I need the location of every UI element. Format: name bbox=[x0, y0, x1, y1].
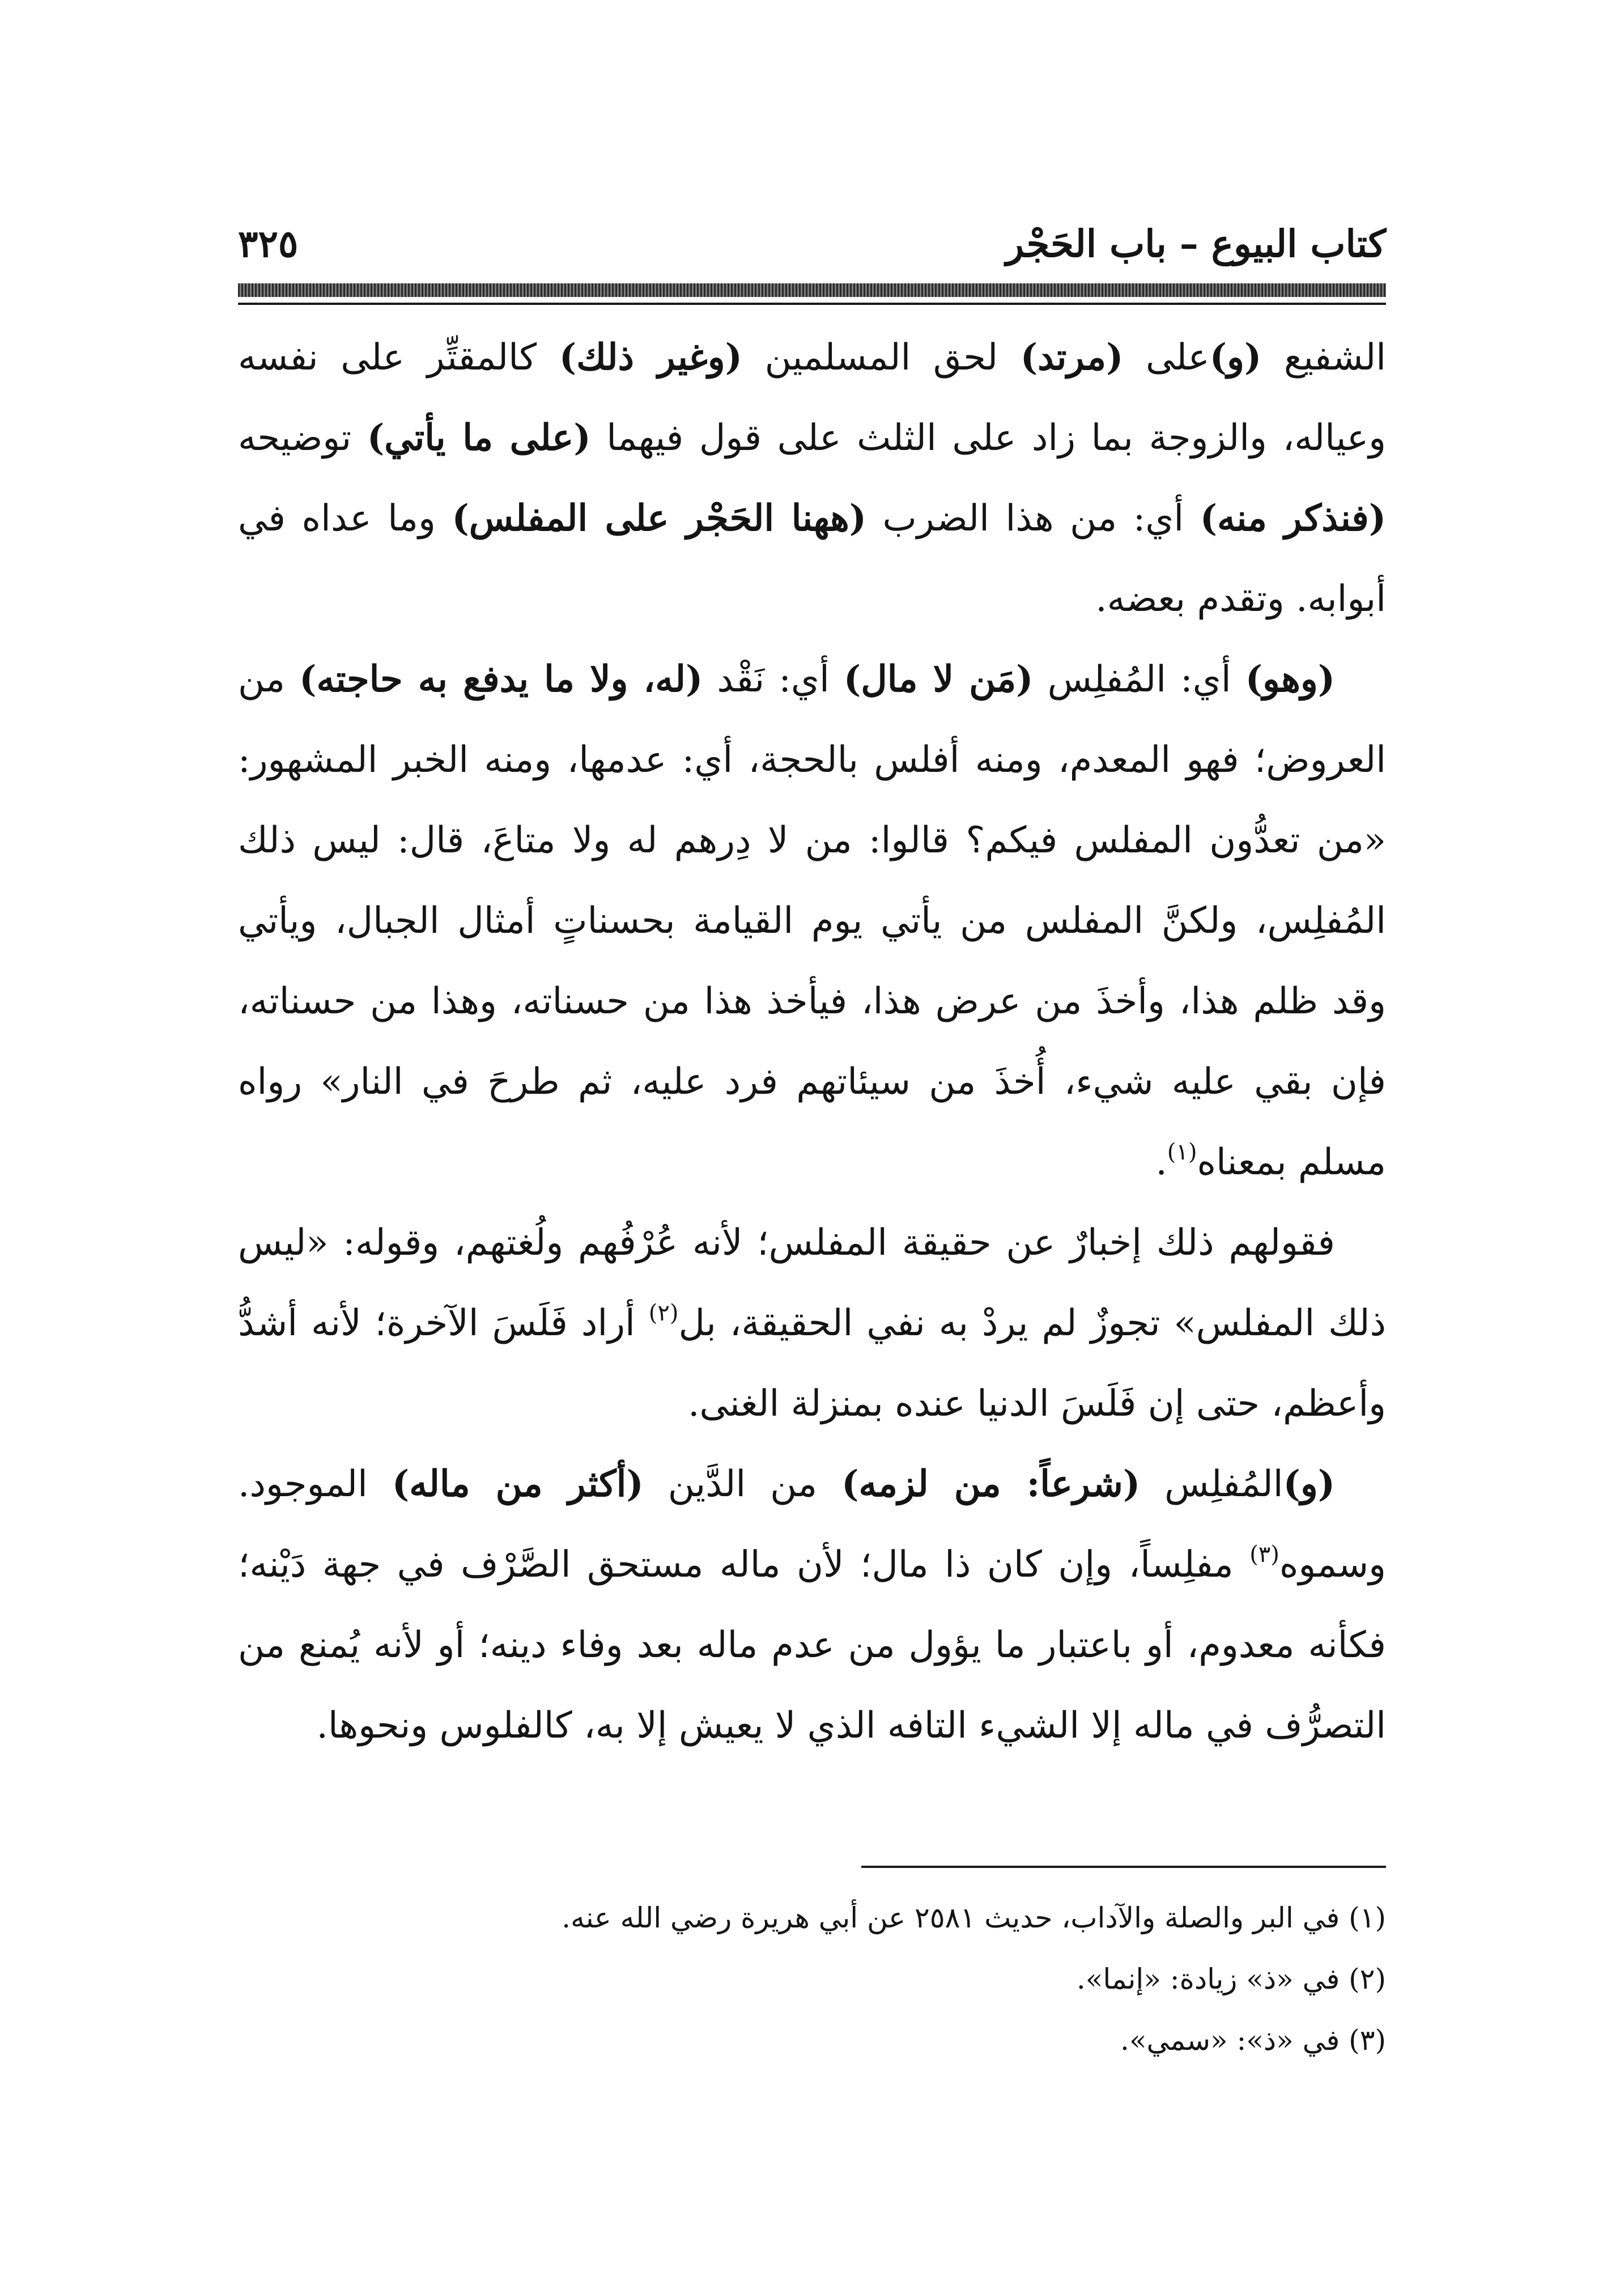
page-header bbox=[238, 215, 1386, 278]
text-run: كالمقتِّر على نفسه وعياله، والزوجة بما زاد على الثلث على قول فيهما bbox=[238, 337, 1387, 459]
matn-run: (أكثر من ماله) bbox=[392, 1463, 644, 1505]
text-run: من العروض؛ فهو المعدم، ومنه أفلس بالحجة، أي: عدمها، ومنه الخبر المشهور: «من تعدُّون المفلس فيكم؟ قالوا: من لا دِرهم له ولا متاعَ، قال: ليس ذلك المُفلِس، ولكنَّ المفلس من يأتي يوم القيامة بحسناتٍ أمثال الجبال، ويأتي وقد ظلم هذا، وأخذَ من عرض هذا، فيأخذ هذا من حسناته، وهذا من حسناته، فإن بقي عليه شيء، أُخذَ من سيئاتهم فرد عليه، ثم طرحَ في النار» رواه مسلم بمعناه bbox=[238, 659, 1387, 1183]
page-number: ٣٢٥ bbox=[238, 222, 299, 266]
main-text bbox=[238, 317, 1386, 1766]
text-run: الموجود. وسموه bbox=[238, 1463, 1387, 1586]
matn-run: (مرتد) bbox=[1020, 336, 1124, 379]
text-run: من الدَّين bbox=[643, 1463, 842, 1505]
text-run: أي: المُفلِس bbox=[1033, 659, 1245, 700]
text-run: مفلِساً، وإن كان ذا مال؛ لأن ماله مستحق الصَّرْف في جهة دَيْنه؛ فكأنه معدوم، أو باعتبار ما يؤول من عدم ماله بعد وفاء دينه؛ أو لأنه يُمنع من التصرُّف في ماله إلا الشيء التافه الذي لا يعيش إلا به، كالفلوس ونحوها. bbox=[238, 1544, 1386, 1747]
text-run: أراد فَلَسَ الآخرة؛ لأنه أشدُّ وأعظم، حتى إن فَلَسَ الدنيا عنده بمنزلة الغنى. bbox=[238, 1302, 1386, 1425]
text-run: . bbox=[1155, 1141, 1167, 1183]
text-run: على bbox=[1123, 337, 1210, 379]
text-run: أي: من هذا الضرب bbox=[866, 498, 1200, 540]
paragraph-4 bbox=[238, 1444, 1386, 1766]
text-run: الشفيع bbox=[1261, 337, 1387, 379]
footnote-marker-3[interactable]: (٣) bbox=[1249, 1542, 1279, 1568]
footnotes bbox=[238, 1887, 1386, 2071]
matn-run: (له، ولا ما يدفع به حاجته) bbox=[299, 658, 703, 700]
text-run: المُفلِس bbox=[1140, 1463, 1283, 1505]
matn-run: (و) bbox=[1209, 336, 1262, 379]
text-run: فقولهم ذلك إخبارٌ عن حقيقة المفلس؛ لأنه عُرْفُهم ولُغتهم، وقوله: «ليس ذلك المفلس» تجوزٌ لم يردْ به نفي الحقيقة، بل bbox=[238, 1222, 1386, 1344]
text-run: وما عداه في أبوابه. وتقدم بعضه. bbox=[238, 498, 1386, 620]
matn-run: (على ما يأتي) bbox=[367, 417, 591, 459]
paragraph-2 bbox=[238, 639, 1386, 1203]
footnote-2: (٢) في «ذ» زيادة: «إنما». bbox=[1076, 1963, 1386, 1995]
footnote-marker-2[interactable]: (٢) bbox=[648, 1300, 679, 1326]
matn-run: (وهو) bbox=[1245, 658, 1336, 700]
footnote-marker-1[interactable]: (١) bbox=[1167, 1139, 1197, 1165]
footnote-separator bbox=[861, 1866, 1386, 1868]
matn-run: (و) bbox=[1283, 1463, 1336, 1505]
footnote-1: (١) في البر والصلة والآداب، حديث ٢٥٨١ عن أبي هريرة رضي الله عنه. bbox=[562, 1901, 1386, 1934]
paragraph-3 bbox=[238, 1203, 1386, 1444]
footnote-3: (٣) في «ذ»: «سمي». bbox=[1120, 2024, 1386, 2057]
matn-run: (فنذكر منه) bbox=[1200, 497, 1387, 540]
text-run: توضيحه bbox=[238, 417, 367, 459]
matn-run: (شرعاً: من لزمه) bbox=[841, 1463, 1141, 1505]
text-run: لحق المسلمين bbox=[742, 337, 1021, 379]
header-rule bbox=[238, 283, 1386, 297]
paragraph-1 bbox=[238, 317, 1386, 639]
running-title: كتاب البيوع – باب الحَجْر bbox=[1006, 222, 1386, 266]
matn-run: (وغير ذلك) bbox=[559, 336, 742, 379]
matn-run: (ههنا الحَجْر على المفلس) bbox=[452, 497, 866, 540]
matn-run: (مَن لا مال) bbox=[843, 658, 1034, 700]
text-run: أي: نَقْد bbox=[703, 659, 844, 700]
